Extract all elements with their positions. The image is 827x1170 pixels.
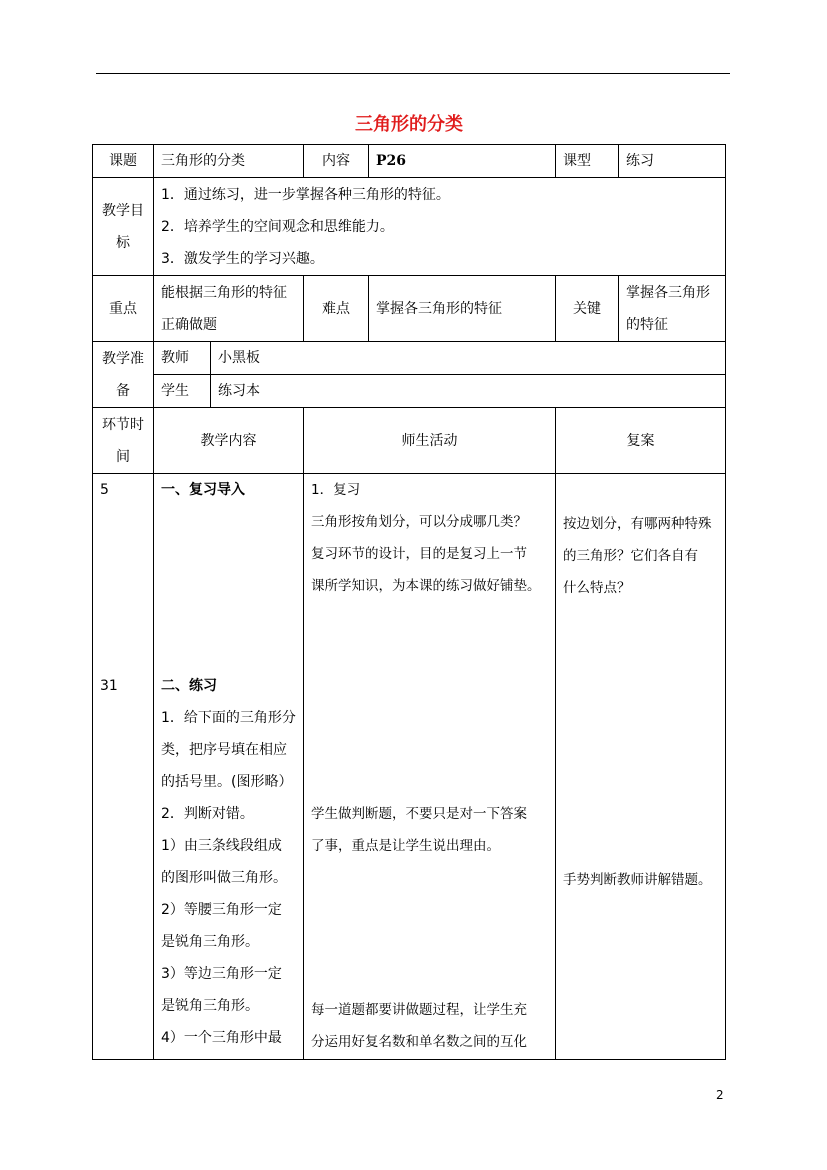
col-time-line-2: 间 [116, 448, 130, 465]
activity-line: 学生做判断题，不要只是对一下答案 [311, 806, 527, 822]
time-2: 31 [100, 678, 118, 694]
col-content-header: 教学内容 [153, 407, 304, 474]
content-lines [161, 702, 299, 1054]
teacher-value: 小黑板 [210, 341, 726, 375]
content-label: 内容 [303, 144, 369, 178]
activity-block-3 [311, 994, 527, 1058]
content-line: 3）等边三角形一定 [161, 966, 282, 982]
activity-line: 分运用好复名数和单名数之间的互化 [311, 1034, 527, 1050]
type-value: 练习 [618, 144, 726, 178]
section-2-heading: 二、练习 [161, 678, 217, 694]
difficulty-value: 掌握各三角形的特征 [368, 275, 556, 342]
content-line: 2．判断对错。 [161, 806, 254, 822]
goals-label [92, 177, 154, 276]
goal-item: 2．培养学生的空间观念和思维能力。 [161, 218, 394, 235]
prep-label-line-2: 备 [116, 382, 130, 399]
review-cell [555, 473, 726, 1060]
content-line: 的括号里。(图形略） [161, 774, 293, 790]
review-line: 的三角形？它们各自有 [563, 548, 698, 564]
goals-label-line-1: 教学目 [102, 202, 144, 219]
activity-line: 三角形按角划分，可以分成哪几类？ [311, 514, 527, 530]
goals-list [153, 177, 726, 276]
col-time-line-1: 环节时 [102, 416, 144, 433]
key-value-line-1: 能根据三角形的特征 [161, 284, 287, 301]
review-block-1 [563, 508, 712, 604]
activity-line: 课所学知识，为本课的练习做好铺垫。 [311, 578, 541, 594]
review-block-2: 手势判断教师讲解错题。 [563, 872, 712, 888]
goals-label-line-2: 标 [116, 234, 130, 251]
content-line: 1．给下面的三角形分 [161, 710, 296, 726]
activity-line: 复习环节的设计，目的是复习上一节 [311, 546, 527, 562]
topic-value: 三角形的分类 [153, 144, 304, 178]
key-value [153, 275, 304, 342]
content-cell [153, 473, 304, 1060]
key-label: 重点 [92, 275, 154, 342]
content-line: 是锐角三角形。 [161, 934, 259, 950]
goal-item: 3．激发学生的学习兴趣。 [161, 250, 324, 267]
activity-block-1 [311, 474, 541, 602]
content-value: P26 [368, 144, 556, 178]
page-number: 2 [716, 1088, 724, 1102]
crux-value-line-2: 的特征 [626, 316, 668, 333]
col-activity-header: 师生活动 [303, 407, 556, 474]
content-line: 类，把序号填在相应 [161, 742, 287, 758]
col-time-header [92, 407, 154, 474]
student-label: 学生 [153, 374, 211, 408]
time-cell [92, 473, 154, 1060]
activity-line: 1．复习 [311, 482, 361, 498]
activity-line: 了事，重点是让学生说出理由。 [311, 838, 500, 854]
content-line: 1）由三条线段组成 [161, 838, 282, 854]
type-label: 课型 [555, 144, 619, 178]
activity-block-2 [311, 798, 527, 862]
prep-label-line-1: 教学准 [102, 350, 144, 367]
teacher-label: 教师 [153, 341, 211, 375]
activity-line: 每一道题都要讲做题过程，让学生充 [311, 1002, 527, 1018]
activity-cell [303, 473, 556, 1060]
topic-label: 课题 [92, 144, 154, 178]
content-line: 是锐角三角形。 [161, 998, 259, 1014]
col-review-header: 复案 [555, 407, 726, 474]
student-value: 练习本 [210, 374, 726, 408]
crux-label: 关键 [555, 275, 619, 342]
prep-label [92, 341, 154, 408]
review-line: 按边划分，有哪两种特殊 [563, 516, 712, 532]
key-value-line-2: 正确做题 [161, 316, 217, 333]
content-line: 4）一个三角形中最 [161, 1030, 282, 1046]
header-rule [96, 73, 730, 74]
page-title: 三角形的分类 [355, 114, 463, 135]
content-line: 2）等腰三角形一定 [161, 902, 282, 918]
crux-value [618, 275, 726, 342]
review-line: 什么特点？ [563, 580, 631, 596]
section-1-heading: 一、复习导入 [161, 482, 245, 498]
crux-value-line-1: 掌握各三角形 [626, 284, 710, 301]
content-line: 的图形叫做三角形。 [161, 870, 287, 886]
difficulty-label: 难点 [303, 275, 369, 342]
goal-item: 1．通过练习，进一步掌握各种三角形的特征。 [161, 186, 450, 203]
time-1: 5 [100, 482, 109, 498]
